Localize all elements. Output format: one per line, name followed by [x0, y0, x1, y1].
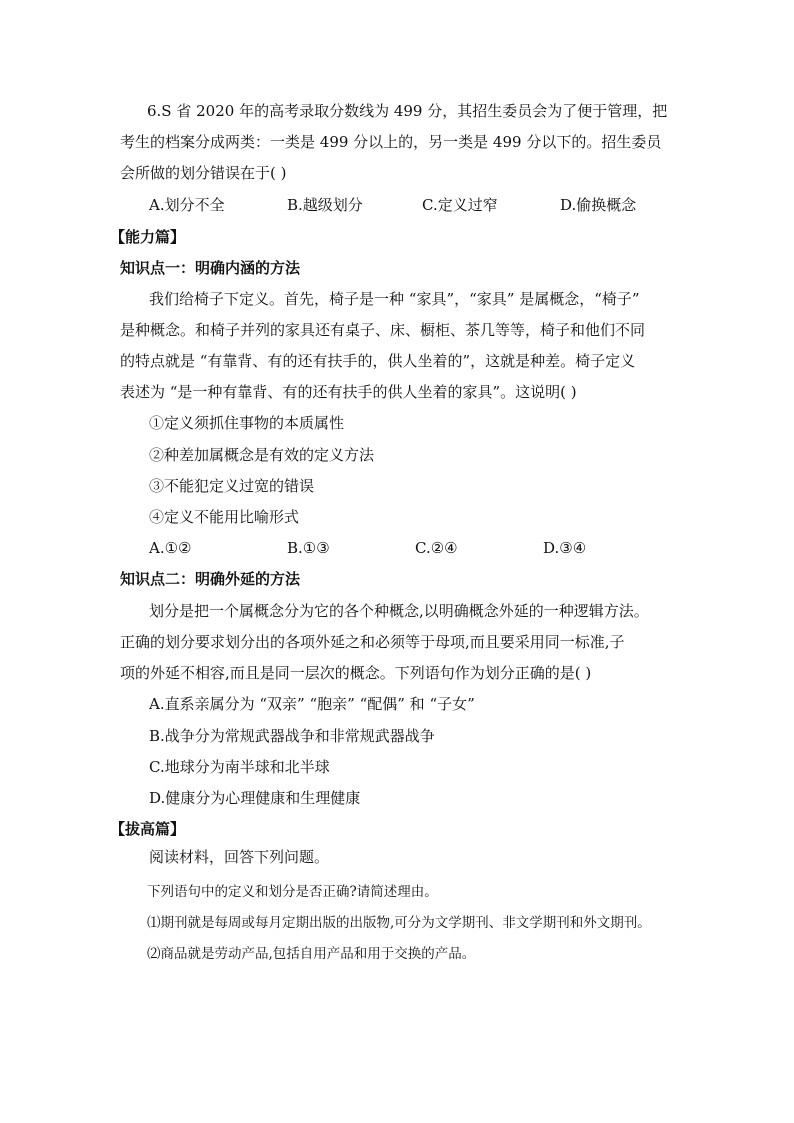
kp2-option-b: B.战争分为常规武器战争和非常规武器战争 — [149, 727, 435, 745]
kp1-statement-2: ②种差加属概念是有效的定义方法 — [149, 446, 375, 464]
kp2-option-d: D.健康分为心理健康和生理健康 — [149, 789, 361, 807]
q6-line-2: 考生的档案分成两类：一类是 499 分以上的，另一类是 499 分以下的。招生委员 — [120, 133, 662, 151]
kp1-line-4: 表述为 “是一种有靠背、有的还有扶手的供人坐着的家具”。这说明( ) — [120, 383, 577, 401]
kp1-title: 知识点一：明确内涵的方法 — [120, 259, 301, 277]
kp1-option-d: D.③④ — [543, 539, 587, 557]
adv-intro: 阅读材料，回答下列问题。 — [149, 848, 330, 866]
kp2-option-a: A.直系亲属分为 “双亲” “胞亲” “配偶” 和 “子女” — [149, 695, 475, 713]
section-advanced-heading: 【拔高篇】 — [110, 820, 186, 838]
kp2-option-c: C.地球分为南半球和北半球 — [149, 758, 330, 776]
kp1-line-3: 的特点就是 “有靠背、有的还有扶手的，供人坐着的”，这就是种差。椅子定义 — [120, 352, 636, 370]
q6-line-1: 6.S 省 2020 年的高考录取分数线为 499 分，其招生委员会为了便于管理，把 — [147, 102, 668, 120]
kp1-line-2: 是种概念。和椅子并列的家具还有桌子、床、橱柜、茶几等等，椅子和他们不同 — [120, 321, 646, 339]
kp1-statement-3: ③不能犯定义过宽的错误 — [149, 477, 315, 495]
adv-question: 下列语句中的定义和划分是否正确?请简述理由。 — [147, 884, 438, 900]
kp2-line-2: 正确的划分要求划分出的各项外延之和必须等于母项,而且要采用同一标准,子 — [120, 633, 625, 651]
kp1-option-c: C.②④ — [415, 539, 458, 557]
kp2-line-1: 划分是把一个属概念分为它的各个种概念,以明确概念外延的一种逻辑方法。 — [149, 602, 649, 620]
adv-item-2: ⑵商品就是劳动产品,包括自用产品和用于交换的产品。 — [147, 946, 476, 962]
adv-item-1: ⑴期刊就是每周或每月定期出版的出版物,可分为文学期刊、非文学期刊和外文期刊。 — [147, 915, 651, 931]
kp2-title: 知识点二：明确外延的方法 — [120, 570, 301, 588]
q6-option-c: C.定义过窄 — [422, 196, 498, 214]
kp1-statement-4: ④定义不能用比喻形式 — [149, 508, 300, 526]
q6-option-d: D.偷换概念 — [560, 196, 637, 214]
q6-option-a: A.划分不全 — [149, 196, 225, 214]
kp2-line-3: 项的外延不相容,而且是同一层次的概念。下列语句作为划分正确的是( ) — [120, 664, 592, 682]
kp1-option-b: B.①③ — [287, 539, 330, 557]
kp1-statement-1: ①定义须抓住事物的本质属性 — [149, 414, 345, 432]
section-ability-heading: 【能力篇】 — [110, 228, 186, 246]
q6-line-3: 会所做的划分错误在于( ) — [120, 164, 287, 182]
kp1-line-1: 我们给椅子下定义。首先，椅子是一种 “家具”，“家具” 是属概念，“椅子” — [149, 290, 640, 308]
kp1-option-a: A.①② — [149, 539, 192, 557]
q6-option-b: B.越级划分 — [287, 196, 363, 214]
